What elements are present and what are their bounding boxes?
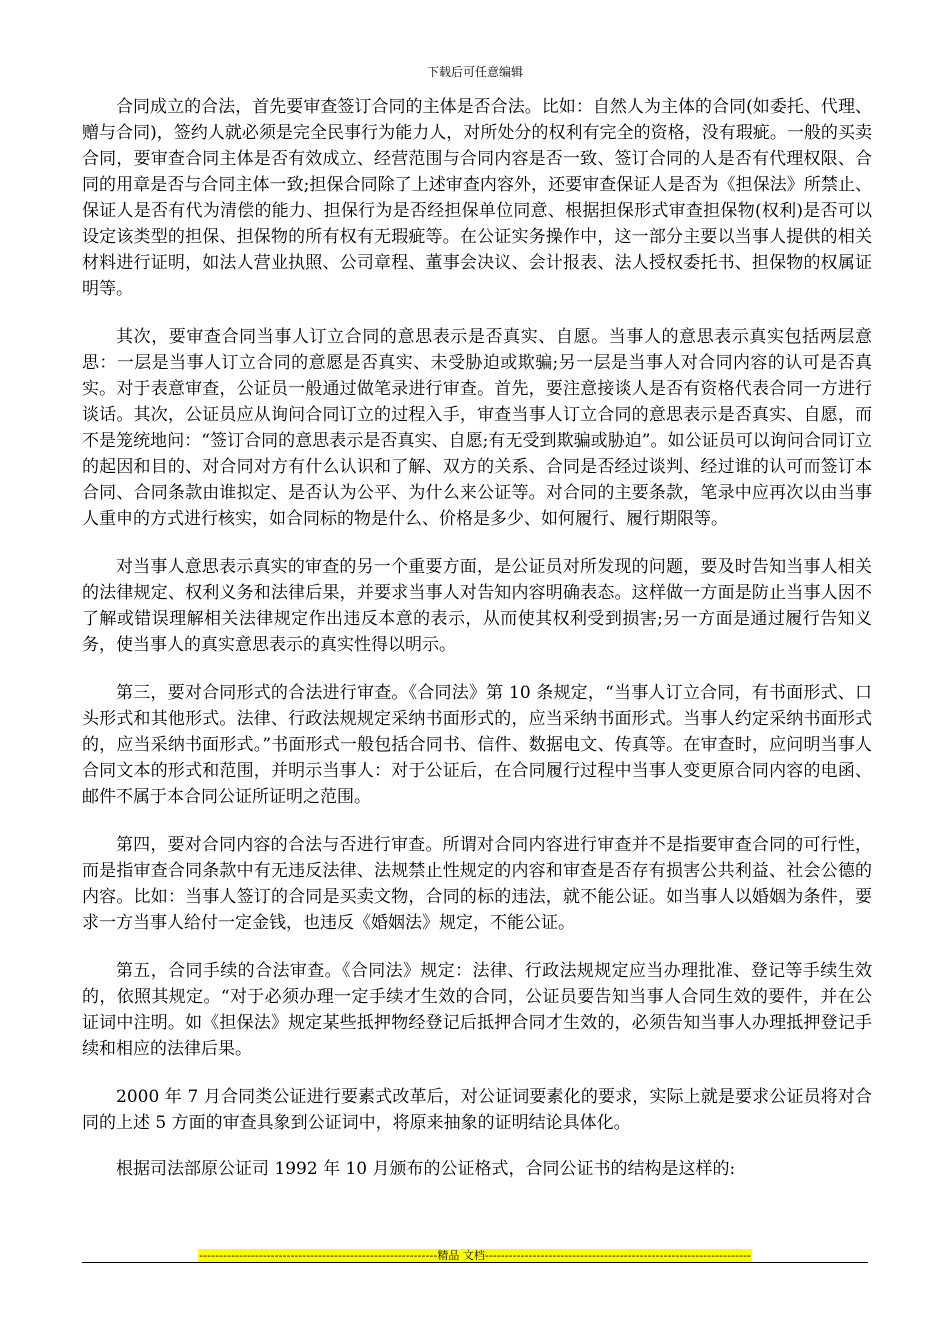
footer	[0, 1244, 950, 1263]
paragraph-contract-procedure: 第五，合同手续的合法审查。《合同法》规定：法律、行政法规规定应当办理批准、登记等手续生效的，依照其规定。“对于必须办理一定手续才生效的合同，公证员要告知当事人合同生效的要件，并在公证词中注明。如《担保法》规定某些抵押物经登记后抵押合同才生效的，必须告知当事人办理抵押登记手续和相应的法律后果。	[82, 961, 872, 1059]
paragraph-contract-content: 第四，要对合同内容的合法与否进行审查。所谓对合同内容进行审查并不是指要审查合同的可行性，而是指审查合同条款中有无违反法律、法规禁止性规定的内容和审查是否存有损害公共利益、社会公德的内容。比如：当事人签订的合同是买卖文物，合同的标的违法，就不能公证。如当事人以婚姻为条件，要求一方当事人给付一定金钱，也违反《婚姻法》规定，不能公证。	[82, 835, 872, 933]
footer-rule	[82, 1262, 868, 1263]
document-body	[82, 94, 872, 1204]
paragraph-intent-review: 其次，要审查合同当事人订立合同的意思表示是否真实、自愿。当事人的意思表示真实包括两层意思：一层是当事人订立合同的意愿是否真实、未受胁迫或欺骗;另一层是当事人对合同内容的认可是否真实。对于表意审查，公证员一般通过做笔录进行审查。首先，要注意接谈人是否有资格代表合同一方进行谈话。其次，公证员应从询问合同订立的过程入手，审查当事人订立合同的意思表示是否真实、自愿，而不是笼统地问：“签订合同的意思表示是否真实、自愿;有无受到欺骗或胁迫”。如公证员可以询问合同订立的起因和目的、对合同对方有什么认识和了解、双方的关系、合同是否经过谈判、经过谁的认可而签订本合同、合同条款由谁拟定、是否认为公平、为什么来公证等。对合同的主要条款，笔录中应再次以由当事人重申的方式进行核实，如合同标的物是什么、价格是多少、如何履行、履行期限等。	[82, 327, 872, 529]
paragraph-certificate-structure: 根据司法部原公证司 1992 年 10 月颁布的公证格式，合同公证书的结构是这样的:	[116, 1159, 736, 1179]
paragraph-contract-subject: 合同成立的合法，首先要审查签订合同的主体是否合法。比如：自然人为主体的合同(如委托、代理、赠与合同)，签约人就必须是完全民事行为能力人，对所处分的权利有完全的资格，没有瑕疵。一般的买卖合同，要审查合同主体是否有效成立、经营范围与合同内容是否一致、签订合同的人是否有代理权限、合同的用章是否与合同主体一致;担保合同除了上述审查内容外，还要审查保证人是否为《担保法》所禁止、保证人是否有代为清偿的能力、担保行为是否经担保单位同意、根据担保形式审查担保物(权利)是否可以设定该类型的担保、担保物的所有权有无瑕疵等。在公证实务操作中，这一部分主要以当事人提供的相关材料进行证明，如法人营业执照、公司章程、董事会决议、会计报表、法人授权委托书、担保物的权属证明等。	[82, 97, 872, 299]
paragraph-contract-form: 第三，要对合同形式的合法进行审查。《合同法》第 10 条规定，“当事人订立合同，有书面形式、口头形式和其他形式。法律、行政法规规定采纳书面形式的，应当采纳书面形式。当事人约定采纳书面形式的，应当采纳书面形式。”书面形式一般包括合同书、信件、数据电文、传真等。在审查时，应问明当事人合同文本的形式和范围，并明示当事人：对于公证后，在合同履行过程中当事人变更原合同内容的电函、邮件不属于本合同公证所证明之范围。	[82, 683, 872, 807]
paragraph-notification-duty: 对当事人意思表示真实的审查的另一个重要方面，是公证员对所发现的问题，要及时告知当事人相关的法律规定、权利义务和法律后果，并要求当事人对告知内容明确表态。这样做一方面是防止当事人因不了解或错误理解相关法律规定作出违反本意的表示，从而使其权利受到损害;另一方面是通过履行告知义务，使当事人的真实意思表示的真实性得以明示。	[82, 557, 872, 655]
footer-label: ------------------------------------------------------------精品 文档-------------------------------------------------------------------	[199, 1249, 751, 1262]
header-note: 下载后可任意编辑	[426, 65, 523, 79]
paragraph-reform-2000: 2000 年 7 月合同类公证进行要素式改革后，对公证词要素化的要求，实际上就是要求公证员将对合同的上述 5 方面的审查具象到公证词中，将原来抽象的证明结论具体化。	[82, 1087, 872, 1133]
